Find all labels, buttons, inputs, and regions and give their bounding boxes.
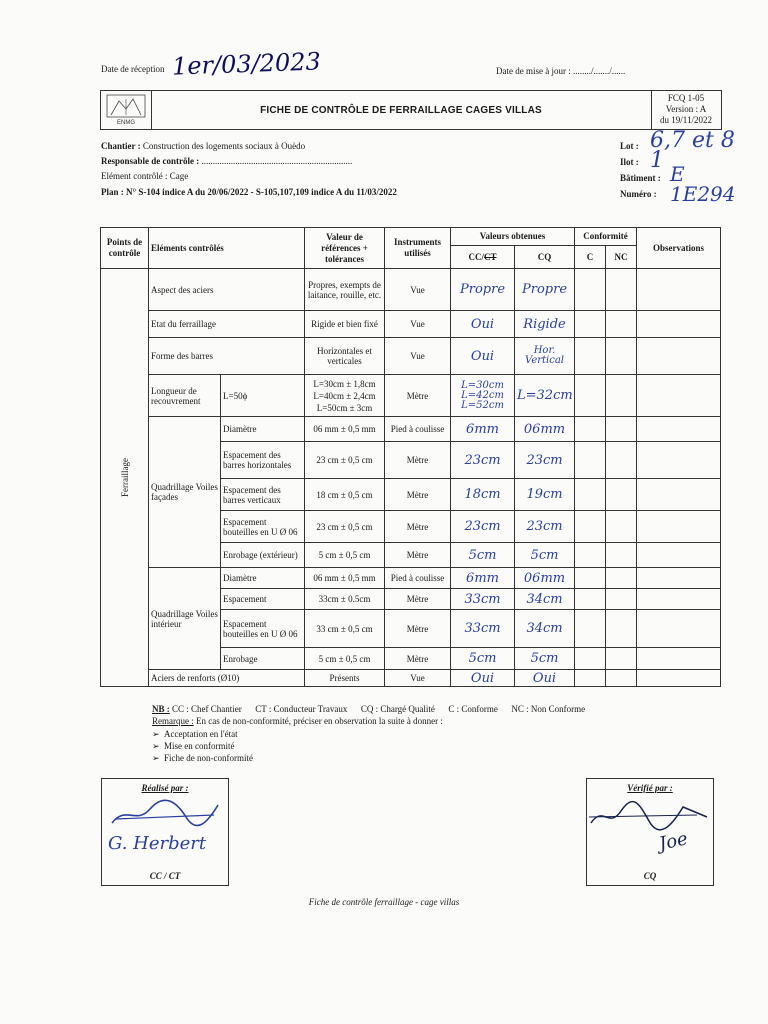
ref-cell: Rigide et bien fixé [305, 311, 385, 338]
realise-role: CC / CT [149, 871, 181, 881]
obs-cell [637, 648, 721, 670]
instr-cell: Mètre [385, 589, 451, 610]
verifie-name: Joe [657, 828, 690, 855]
table-row [101, 670, 721, 687]
obs-cell [637, 610, 721, 648]
arrow-bullet-icon: ➢ [152, 753, 165, 763]
ref-cell: 5 cm ± 0,5 cm [305, 648, 385, 670]
nb-text: CC : Chef Chantier CT : Conducteur Travaux CQ : Chargé Qualité C : Conforme NC : Non Conforme [169, 704, 586, 714]
cq-value: 06mm [515, 568, 575, 589]
remarque-line [152, 716, 443, 726]
col-header-conformite: Conformité [575, 228, 637, 246]
col-header-ct-struck: CT [484, 251, 497, 262]
table-row [101, 311, 721, 338]
elem-label: Elément contrôlé : [101, 171, 170, 181]
element-cell: Aciers de renforts (Ø10) [149, 670, 305, 687]
subgroup-voiles-facades: Quadrillage Voiles façades [149, 417, 221, 568]
verifie-title: Vérifié par : [627, 783, 673, 793]
col-header-points: Points de contrôle [101, 228, 149, 269]
cc-value: Oui [451, 338, 515, 375]
c-check [575, 670, 606, 687]
c-check [575, 311, 606, 338]
c-check [575, 479, 606, 511]
element-cell: Enrobage [221, 648, 305, 670]
c-check [575, 269, 606, 311]
c-check [575, 442, 606, 479]
form-reference [651, 91, 721, 129]
obs-cell [637, 338, 721, 375]
cc-value: 23cm [451, 511, 515, 543]
cc-value: 33cm [451, 589, 515, 610]
cq-value: Hor. Vertical [515, 338, 575, 375]
signature-box-verifie [586, 778, 714, 886]
plan-label: Plan : [101, 187, 127, 197]
nc-check [606, 543, 637, 568]
obs-cell [637, 442, 721, 479]
c-check [575, 648, 606, 670]
cq-value: Rigide [515, 311, 575, 338]
col-header-obtenues: Valeurs obtenues [451, 228, 575, 246]
c-check [575, 568, 606, 589]
arrow-bullet-icon: ➢ [152, 741, 165, 751]
logo-text: ENMG [117, 120, 135, 126]
nc-check [606, 670, 637, 687]
instr-cell: Mètre [385, 375, 451, 417]
ref-cell: Horizontales et verticales [305, 338, 385, 375]
cc-value: 33cm [451, 610, 515, 648]
instr-cell: Vue [385, 338, 451, 375]
realise-name: G. Herbert [108, 833, 207, 854]
col-header-observations: Observations [637, 228, 721, 269]
element-cell: Espacement [221, 589, 305, 610]
nc-check [606, 417, 637, 442]
cq-value: 34cm [515, 610, 575, 648]
obs-cell [637, 417, 721, 442]
obs-cell [637, 479, 721, 511]
ref-cell: Présents [305, 670, 385, 687]
cc-value: Oui [451, 311, 515, 338]
element-cell: Espacement des barres horizontales [221, 442, 305, 479]
nc-check [606, 610, 637, 648]
nc-check [606, 511, 637, 543]
form-title: FICHE DE CONTRÔLE DE FERRAILLAGE CAGES VILLAS [151, 91, 652, 129]
table-row [101, 375, 721, 417]
nc-check [606, 442, 637, 479]
lot-label: Lot : [620, 141, 639, 151]
numero-label: Numéro : [620, 189, 657, 199]
col-header-instruments: Instruments utilisés [385, 228, 451, 269]
obs-cell [637, 670, 721, 687]
cc-value: Propre [451, 269, 515, 311]
option-acceptation: ➢ Acceptation en l'état [152, 729, 238, 739]
nc-check [606, 479, 637, 511]
chantier-line [101, 141, 305, 151]
form-header [100, 90, 722, 130]
element-cell: Espacement des barres verticaux [221, 479, 305, 511]
plan-value: N° S-104 indice A du 20/06/2022 - S-105,107,109 indice A du 11/03/2022 [126, 187, 397, 197]
ref-cell: 06 mm ± 0,5 mm [305, 568, 385, 589]
c-check [575, 338, 606, 375]
table-row [101, 338, 721, 375]
element-cell: Forme des barres [149, 338, 305, 375]
c-check [575, 589, 606, 610]
resp-label: Responsable de contrôle : [101, 156, 202, 166]
cc-value: Oui [451, 670, 515, 687]
obs-cell [637, 311, 721, 338]
group-ferraillage: Ferraillage [101, 269, 149, 687]
option-mise-en-conformite: ➢ Mise en conformité [152, 741, 235, 751]
remarque-text: En cas de non-conformité, préciser en observation la suite à donner : [193, 716, 443, 726]
ref-cell: 23 cm ± 0,5 cm [305, 442, 385, 479]
verifie-role: CQ [643, 871, 657, 881]
ref-cell: Propres, exempts de laitance, rouille, etc. [305, 269, 385, 311]
arrow-bullet-icon: ➢ [152, 729, 165, 739]
control-table [100, 227, 720, 694]
table-row [101, 568, 721, 589]
ref-cell: 5 cm ± 0,5 cm [305, 543, 385, 568]
update-date-field: Date de mise à jour : ......../......./...... [496, 66, 626, 76]
reception-date-label: Date de réception [101, 64, 165, 74]
element-cell: Aspect des aciers [149, 269, 305, 311]
instr-cell: Mètre [385, 543, 451, 568]
ref-cell: 33 cm ± 0,5 cm [305, 610, 385, 648]
page-footer: Fiche de contrôle ferraillage - cage villas [308, 897, 460, 907]
cq-value: 5cm [515, 543, 575, 568]
cq-value: Propre [515, 269, 575, 311]
col-header-cq: CQ [515, 246, 575, 269]
instr-cell: Pied à coulisse [385, 568, 451, 589]
numero-value: 1E294 [670, 182, 736, 206]
nc-check [606, 648, 637, 670]
company-logo [101, 91, 152, 129]
c-check [575, 375, 606, 417]
nc-check [606, 375, 637, 417]
ref-version: Version : A [665, 104, 707, 114]
ref-cell: 06 mm ± 0,5 mm [305, 417, 385, 442]
cc-value: 6mm [451, 568, 515, 589]
obs-cell [637, 269, 721, 311]
col-header-elements: Eléments contrôlés [149, 228, 305, 269]
cc-value: 5cm [451, 543, 515, 568]
elem-value: Cage [169, 171, 189, 181]
instr-cell: Vue [385, 670, 451, 687]
cc-value: L=30cm L=42cm L=52cm [451, 375, 515, 417]
legend-line [152, 704, 585, 714]
nb-label: NB : [152, 704, 170, 714]
col-header-nc: NC [606, 246, 637, 269]
instr-cell: Mètre [385, 479, 451, 511]
element-line [101, 171, 188, 181]
element-cell: Diamètre [221, 417, 305, 442]
resp-value: ................................................................... [201, 156, 353, 166]
instr-cell: Mètre [385, 610, 451, 648]
cq-value: Oui [515, 670, 575, 687]
cc-value: 18cm [451, 479, 515, 511]
element-sub-cell: L=50ϕ [221, 375, 305, 417]
nc-check [606, 589, 637, 610]
c-check [575, 417, 606, 442]
signature-scribble [106, 795, 224, 835]
chantier-value: Construction des logements sociaux à Ouèdo [142, 141, 306, 151]
cq-value: L=32cm [515, 375, 575, 417]
obs-cell [637, 511, 721, 543]
cq-value: 23cm [515, 442, 575, 479]
instr-cell: Mètre [385, 511, 451, 543]
cc-value: 6mm [451, 417, 515, 442]
element-cell: Etat du ferraillage [149, 311, 305, 338]
col-header-references: Valeur de références + tolérances [305, 228, 385, 269]
cq-value: 23cm [515, 511, 575, 543]
ilot-label: Ilot : [620, 157, 639, 167]
c-check [575, 610, 606, 648]
obs-cell [637, 589, 721, 610]
ref-code: FCQ 1-05 [667, 93, 705, 103]
c-check [575, 511, 606, 543]
cq-value: 5cm [515, 648, 575, 670]
obs-cell [637, 543, 721, 568]
nc-check [606, 311, 637, 338]
batiment-label: Bâtiment : [620, 173, 661, 183]
signature-scribble [587, 793, 713, 843]
col-header-cc: CC/CT [451, 246, 515, 269]
nc-check [606, 338, 637, 375]
instr-cell: Mètre [385, 648, 451, 670]
table-row [101, 417, 721, 442]
nc-check [606, 568, 637, 589]
c-check [575, 543, 606, 568]
instr-cell: Vue [385, 269, 451, 311]
instr-cell: Pied à coulisse [385, 417, 451, 442]
chantier-label: Chantier : [101, 141, 143, 151]
batiment-value: E [670, 162, 685, 186]
instr-cell: Mètre [385, 442, 451, 479]
reception-date-value: 1er/03/2023 [171, 47, 322, 81]
element-cell: Espacement bouteilles en U Ø 06 [221, 610, 305, 648]
ilot-value: 1 [650, 148, 664, 173]
cc-value: 5cm [451, 648, 515, 670]
nc-check [606, 269, 637, 311]
cq-value: 34cm [515, 589, 575, 610]
ref-cell: L=30cm ± 1,8cm L=40cm ± 2,4cm L=50cm ± 3cm [305, 375, 385, 417]
element-cell: Enrobage (extérieur) [221, 543, 305, 568]
obs-cell [637, 375, 721, 417]
ref-cell: 18 cm ± 0,5 cm [305, 479, 385, 511]
cc-value: 23cm [451, 442, 515, 479]
option-fiche-nc: ➢ Fiche de non-conformité [152, 753, 254, 763]
remarque-label: Remarque : [152, 716, 194, 726]
obs-cell [637, 568, 721, 589]
responsable-line [101, 156, 352, 166]
ref-cell: 33cm ± 0.5cm [305, 589, 385, 610]
instr-cell: Vue [385, 311, 451, 338]
signature-box-realise [101, 778, 229, 886]
subgroup-voiles-interieur: Quadrillage Voiles intérieur [149, 568, 221, 670]
element-cell: Espacement bouteilles en U Ø 06 [221, 511, 305, 543]
cq-value: 19cm [515, 479, 575, 511]
ref-date: du 19/11/2022 [660, 115, 712, 125]
col-header-c: C [575, 246, 606, 269]
lot-value: 6,7 et 8 [650, 128, 735, 153]
realise-title: Réalisé par : [141, 783, 189, 793]
table-row [101, 269, 721, 311]
element-cell: Diamètre [221, 568, 305, 589]
cq-value: 06mm [515, 417, 575, 442]
ref-cell: 23 cm ± 0,5 cm [305, 511, 385, 543]
element-cell: Longueur de recouvrement [149, 375, 221, 417]
plan-line [101, 187, 397, 197]
